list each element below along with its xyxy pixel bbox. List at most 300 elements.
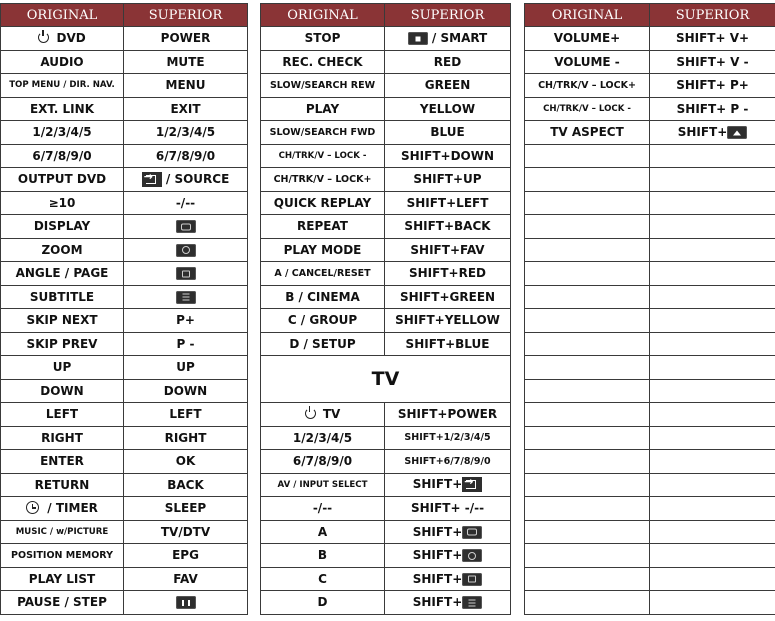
cell-text: SHIFT+ P - [676, 101, 749, 116]
superior-cell [124, 50, 248, 74]
rect-button-icon [462, 526, 482, 539]
empty-row [525, 144, 775, 168]
empty-row [525, 426, 775, 450]
table-row [1, 520, 248, 544]
original-cell [1, 309, 124, 333]
empty-row [525, 591, 775, 615]
mapping-table-3 [524, 3, 775, 615]
superior-cell [650, 97, 775, 121]
table-row [1, 215, 248, 239]
cell-text: -/-- [175, 195, 196, 210]
empty-cell [650, 473, 775, 497]
original-cell [261, 497, 385, 521]
up-arrow-button-icon [727, 126, 747, 139]
original-cell [261, 74, 385, 98]
original-cell [525, 27, 650, 51]
superior-cell [385, 591, 511, 615]
cell-text: QUICK REPLAY [273, 195, 372, 210]
cell-text: EXT. LINK [29, 101, 94, 116]
empty-row [525, 285, 775, 309]
table-row [261, 426, 511, 450]
empty-cell [650, 520, 775, 544]
cell-text: SHIFT+ [412, 595, 463, 610]
empty-cell [525, 520, 650, 544]
cell-text: SHIFT+POWER [397, 407, 498, 422]
superior-cell [385, 215, 511, 239]
cell-text: EPG [172, 548, 199, 563]
empty-cell [525, 144, 650, 168]
table-row [1, 121, 248, 145]
cell-text: B / CINEMA [285, 289, 360, 304]
table-row [1, 426, 248, 450]
cell-text: SKIP NEXT [26, 313, 98, 328]
table-row [525, 97, 775, 121]
superior-cell [124, 403, 248, 427]
empty-cell [525, 450, 650, 474]
superior-cell [124, 215, 248, 239]
empty-row [525, 332, 775, 356]
tv-section-row [261, 356, 511, 403]
mapping-table-1 [0, 3, 248, 615]
original-cell [261, 591, 385, 615]
original-cell [261, 27, 385, 51]
header-superior: SUPERIOR [650, 4, 775, 27]
header-superior: SUPERIOR [124, 4, 248, 27]
original-cell [1, 426, 124, 450]
table-row [1, 356, 248, 380]
table-row [261, 591, 511, 615]
original-cell [261, 450, 385, 474]
cell-text: SLOW/SEARCH REW [269, 79, 376, 91]
rect-button-icon [176, 220, 196, 233]
empty-cell [525, 215, 650, 239]
original-cell [261, 285, 385, 309]
empty-row [525, 215, 775, 239]
table-row [261, 168, 511, 192]
empty-row [525, 238, 775, 262]
table-row [1, 144, 248, 168]
empty-cell [650, 332, 775, 356]
power-icon [38, 32, 49, 43]
cell-text: RIGHT [164, 430, 207, 445]
cell-text: SHIFT+LEFT [406, 195, 489, 210]
empty-cell [650, 144, 775, 168]
cell-text: CH/TRK/V – LOCK+ [273, 173, 372, 185]
superior-cell [124, 27, 248, 51]
original-cell [1, 332, 124, 356]
superior-cell [124, 144, 248, 168]
empty-row [525, 168, 775, 192]
empty-cell [650, 450, 775, 474]
empty-cell [650, 309, 775, 333]
cell-text: ANGLE / PAGE [15, 266, 109, 281]
cell-text: RETURN [34, 477, 90, 492]
original-cell [525, 97, 650, 121]
empty-cell [525, 168, 650, 192]
header-original: ORIGINAL [261, 4, 385, 27]
original-cell [1, 238, 124, 262]
original-cell [261, 520, 385, 544]
cell-text: SUBTITLE [29, 289, 95, 304]
cell-text: BLUE [430, 125, 465, 140]
superior-cell [650, 27, 775, 51]
table-row [261, 74, 511, 98]
superior-cell [385, 168, 511, 192]
cell-text: PLAY LIST [28, 571, 96, 586]
original-cell [525, 74, 650, 98]
cell-text: UP [176, 360, 195, 375]
cell-text: EXIT [170, 101, 201, 116]
superior-cell [124, 285, 248, 309]
cell-text: 1/2/3/4/5 [155, 125, 216, 140]
cell-text: CH/TRK/V – LOCK - [543, 103, 631, 114]
table-row [1, 379, 248, 403]
cell-text: UP [52, 360, 72, 375]
original-cell [261, 426, 385, 450]
table-row [261, 144, 511, 168]
table-row [525, 121, 775, 145]
cell-text: SHIFT+BLUE [405, 336, 490, 351]
cell-text: 6/7/8/9/0 [32, 148, 92, 163]
empty-cell [650, 285, 775, 309]
cell-text: SHIFT+GREEN [399, 289, 496, 304]
empty-cell [525, 262, 650, 286]
circle-button-icon [462, 549, 482, 562]
cell-text: TOP MENU / DIR. NAV. [9, 80, 115, 91]
original-cell [261, 50, 385, 74]
cell-text: SLOW/SEARCH FWD [269, 126, 376, 138]
cell-text: DOWN [40, 383, 84, 398]
original-cell [261, 403, 385, 427]
cell-text: SHIFT+BACK [404, 219, 491, 234]
empty-cell [650, 191, 775, 215]
cell-text: SHIFT+YELLOW [395, 313, 500, 328]
empty-cell [650, 567, 775, 591]
original-cell [1, 567, 124, 591]
cell-text: CH/TRK/V – LOCK+ [538, 79, 636, 91]
cell-text: SHIFT+ V+ [675, 31, 750, 46]
superior-cell [385, 473, 511, 497]
circle-button-icon [176, 244, 196, 257]
original-cell [261, 238, 385, 262]
original-cell [261, 144, 385, 168]
cell-text: SHIFT+ [412, 477, 463, 492]
cell-text: SHIFT+DOWN [400, 148, 495, 163]
empty-cell [525, 497, 650, 521]
cell-text: OK [175, 454, 196, 469]
superior-cell [124, 356, 248, 380]
empty-cell [525, 426, 650, 450]
cell-text: GREEN [424, 78, 471, 93]
cell-text: AUDIO [40, 54, 84, 69]
cell-text: ZOOM [41, 242, 83, 257]
table-row [1, 567, 248, 591]
input-source-icon [462, 477, 482, 492]
superior-cell [385, 27, 511, 51]
header-original: ORIGINAL [525, 4, 650, 27]
cell-text: SHIFT+ [412, 548, 463, 563]
superior-cell [124, 238, 248, 262]
superior-cell [385, 332, 511, 356]
cell-text: RED [433, 54, 462, 69]
original-cell [1, 74, 124, 98]
superior-cell [124, 97, 248, 121]
original-cell [261, 473, 385, 497]
empty-row [525, 450, 775, 474]
cell-text: A / CANCEL/RESET [274, 267, 371, 279]
mapping-table-2 [260, 3, 511, 615]
table-row [525, 74, 775, 98]
cell-text: TV [322, 407, 341, 422]
empty-cell [650, 544, 775, 568]
cell-text: TV/DTV [160, 524, 211, 539]
cell-text: ENTER [40, 454, 84, 469]
superior-cell [650, 74, 775, 98]
original-cell [261, 97, 385, 121]
original-cell [1, 144, 124, 168]
cell-text: P - [176, 336, 195, 351]
superior-cell [124, 426, 248, 450]
cell-text: 6/7/8/9/0 [155, 148, 216, 163]
table-row [261, 215, 511, 239]
superior-cell [385, 567, 511, 591]
cell-text: SHIFT+ [412, 571, 463, 586]
cell-text: 6/7/8/9/0 [292, 454, 353, 469]
empty-cell [650, 403, 775, 427]
pause-button-icon [176, 596, 196, 609]
superior-cell [385, 238, 511, 262]
superior-cell [385, 50, 511, 74]
cell-text: MENU [165, 78, 206, 93]
table-row [1, 473, 248, 497]
cell-text: DVD [56, 31, 86, 46]
cell-text: SHIFT+1/2/3/4/5 [404, 432, 491, 444]
cell-text: SHIFT+UP [413, 172, 482, 187]
cell-text: SLEEP [164, 501, 207, 516]
table-row [261, 473, 511, 497]
cell-text: DOWN [163, 383, 208, 398]
original-cell [525, 50, 650, 74]
cell-text: D / SETUP [289, 336, 356, 351]
cell-text: D [317, 595, 328, 610]
original-cell [1, 121, 124, 145]
original-cell [261, 567, 385, 591]
empty-row [525, 403, 775, 427]
cell-text: RIGHT [41, 430, 83, 445]
cell-text: PAUSE / STEP [17, 595, 107, 610]
cell-text: SHIFT+FAV [410, 242, 485, 257]
original-cell [1, 379, 124, 403]
header-original: ORIGINAL [1, 4, 124, 27]
original-cell [1, 450, 124, 474]
empty-cell [525, 332, 650, 356]
clock-icon [26, 501, 39, 514]
table-row [1, 191, 248, 215]
cell-text: AV / INPUT SELECT [277, 479, 368, 490]
superior-cell [385, 191, 511, 215]
table-row [1, 450, 248, 474]
table-row [261, 97, 511, 121]
cell-text: SHIFT+RED [409, 266, 486, 281]
superior-cell [124, 332, 248, 356]
table-row [261, 27, 511, 51]
cell-text: SHIFT+ [412, 524, 463, 539]
superior-cell [124, 379, 248, 403]
cell-text: CH/TRK/V – LOCK - [278, 150, 367, 161]
superior-cell [124, 450, 248, 474]
cell-text: FAV [173, 571, 198, 586]
cell-text: OUTPUT DVD [17, 172, 107, 187]
superior-cell [124, 168, 248, 192]
table-row [261, 403, 511, 427]
superior-cell [650, 121, 775, 145]
superior-cell [650, 50, 775, 74]
cell-text: TV ASPECT [550, 125, 624, 140]
table-row [261, 285, 511, 309]
superior-cell [385, 544, 511, 568]
cell-text: B [317, 548, 328, 563]
cell-text: ≥10 [48, 195, 76, 210]
empty-row [525, 520, 775, 544]
empty-cell [525, 567, 650, 591]
superior-cell [385, 97, 511, 121]
table-row [261, 544, 511, 568]
lines-button-icon [462, 596, 482, 609]
empty-row [525, 473, 775, 497]
empty-cell [525, 309, 650, 333]
original-cell [261, 168, 385, 192]
original-cell [1, 591, 124, 615]
original-cell [1, 473, 124, 497]
original-cell [525, 121, 650, 145]
empty-cell [525, 285, 650, 309]
cell-text: / TIMER [47, 501, 98, 516]
stop-button-icon [408, 32, 428, 45]
cell-text: LEFT [45, 407, 79, 422]
empty-row [525, 191, 775, 215]
table-row [1, 168, 248, 192]
superior-cell [124, 473, 248, 497]
original-cell [1, 544, 124, 568]
cell-text: C / GROUP [287, 313, 358, 328]
empty-cell [650, 356, 775, 380]
empty-cell [525, 473, 650, 497]
cell-text: REPEAT [297, 219, 348, 234]
original-cell [261, 332, 385, 356]
table-row [261, 50, 511, 74]
cell-text: SKIP PREV [26, 336, 98, 351]
empty-cell [650, 168, 775, 192]
cell-text: STOP [304, 31, 341, 46]
cell-text: 1/2/3/4/5 [292, 430, 353, 445]
table-row [1, 544, 248, 568]
original-cell [1, 215, 124, 239]
header-superior: SUPERIOR [385, 4, 511, 27]
superior-cell [385, 262, 511, 286]
empty-row [525, 544, 775, 568]
table-row [1, 309, 248, 333]
table-row [1, 74, 248, 98]
cell-text: SHIFT+ [677, 125, 728, 140]
cell-text: SHIFT+6/7/8/9/0 [404, 455, 491, 467]
table-row [261, 567, 511, 591]
empty-cell [650, 426, 775, 450]
table-row [261, 238, 511, 262]
cell-text: REC. CHECK [282, 54, 363, 69]
empty-row [525, 497, 775, 521]
empty-cell [525, 191, 650, 215]
cell-text: SHIFT+ -/-- [410, 501, 485, 516]
original-cell [261, 215, 385, 239]
table-row [1, 591, 248, 615]
superior-cell [124, 520, 248, 544]
superior-cell [124, 74, 248, 98]
tv-section-heading: TV [261, 356, 511, 403]
table-row [1, 285, 248, 309]
input-source-icon [142, 172, 162, 187]
superior-cell [385, 309, 511, 333]
empty-cell [525, 379, 650, 403]
empty-cell [650, 591, 775, 615]
cell-text: P+ [176, 313, 195, 328]
original-cell [261, 262, 385, 286]
superior-cell [385, 497, 511, 521]
table-row [261, 191, 511, 215]
table-row [1, 27, 248, 51]
table-row [525, 27, 775, 51]
cell-text: POSITION MEMORY [11, 549, 113, 561]
cell-text: A [317, 524, 328, 539]
square-button-icon [176, 267, 196, 280]
cell-text: DISPLAY [33, 219, 91, 234]
table-row [1, 262, 248, 286]
superior-cell [124, 191, 248, 215]
superior-cell [385, 403, 511, 427]
square-button-icon [462, 573, 482, 586]
original-cell [261, 121, 385, 145]
empty-row [525, 262, 775, 286]
cell-text: C [318, 571, 327, 586]
original-cell [1, 191, 124, 215]
original-cell [1, 285, 124, 309]
table-row [261, 497, 511, 521]
cell-text: SHIFT+ P+ [676, 78, 749, 93]
superior-cell [124, 309, 248, 333]
table-row [525, 50, 775, 74]
superior-cell [124, 544, 248, 568]
empty-cell [525, 403, 650, 427]
table-row [1, 497, 248, 521]
empty-cell [525, 591, 650, 615]
table-row [261, 332, 511, 356]
empty-cell [650, 497, 775, 521]
original-cell [1, 168, 124, 192]
original-cell [1, 520, 124, 544]
empty-cell [650, 238, 775, 262]
cell-text: SHIFT+ V - [676, 54, 749, 69]
empty-cell [650, 215, 775, 239]
cell-text: BACK [167, 477, 204, 492]
empty-row [525, 356, 775, 380]
superior-cell [124, 567, 248, 591]
empty-cell [525, 238, 650, 262]
table-row [1, 50, 248, 74]
empty-row [525, 379, 775, 403]
superior-cell [124, 497, 248, 521]
empty-cell [650, 262, 775, 286]
cell-text: / SOURCE [165, 171, 230, 186]
power-icon [305, 408, 316, 419]
